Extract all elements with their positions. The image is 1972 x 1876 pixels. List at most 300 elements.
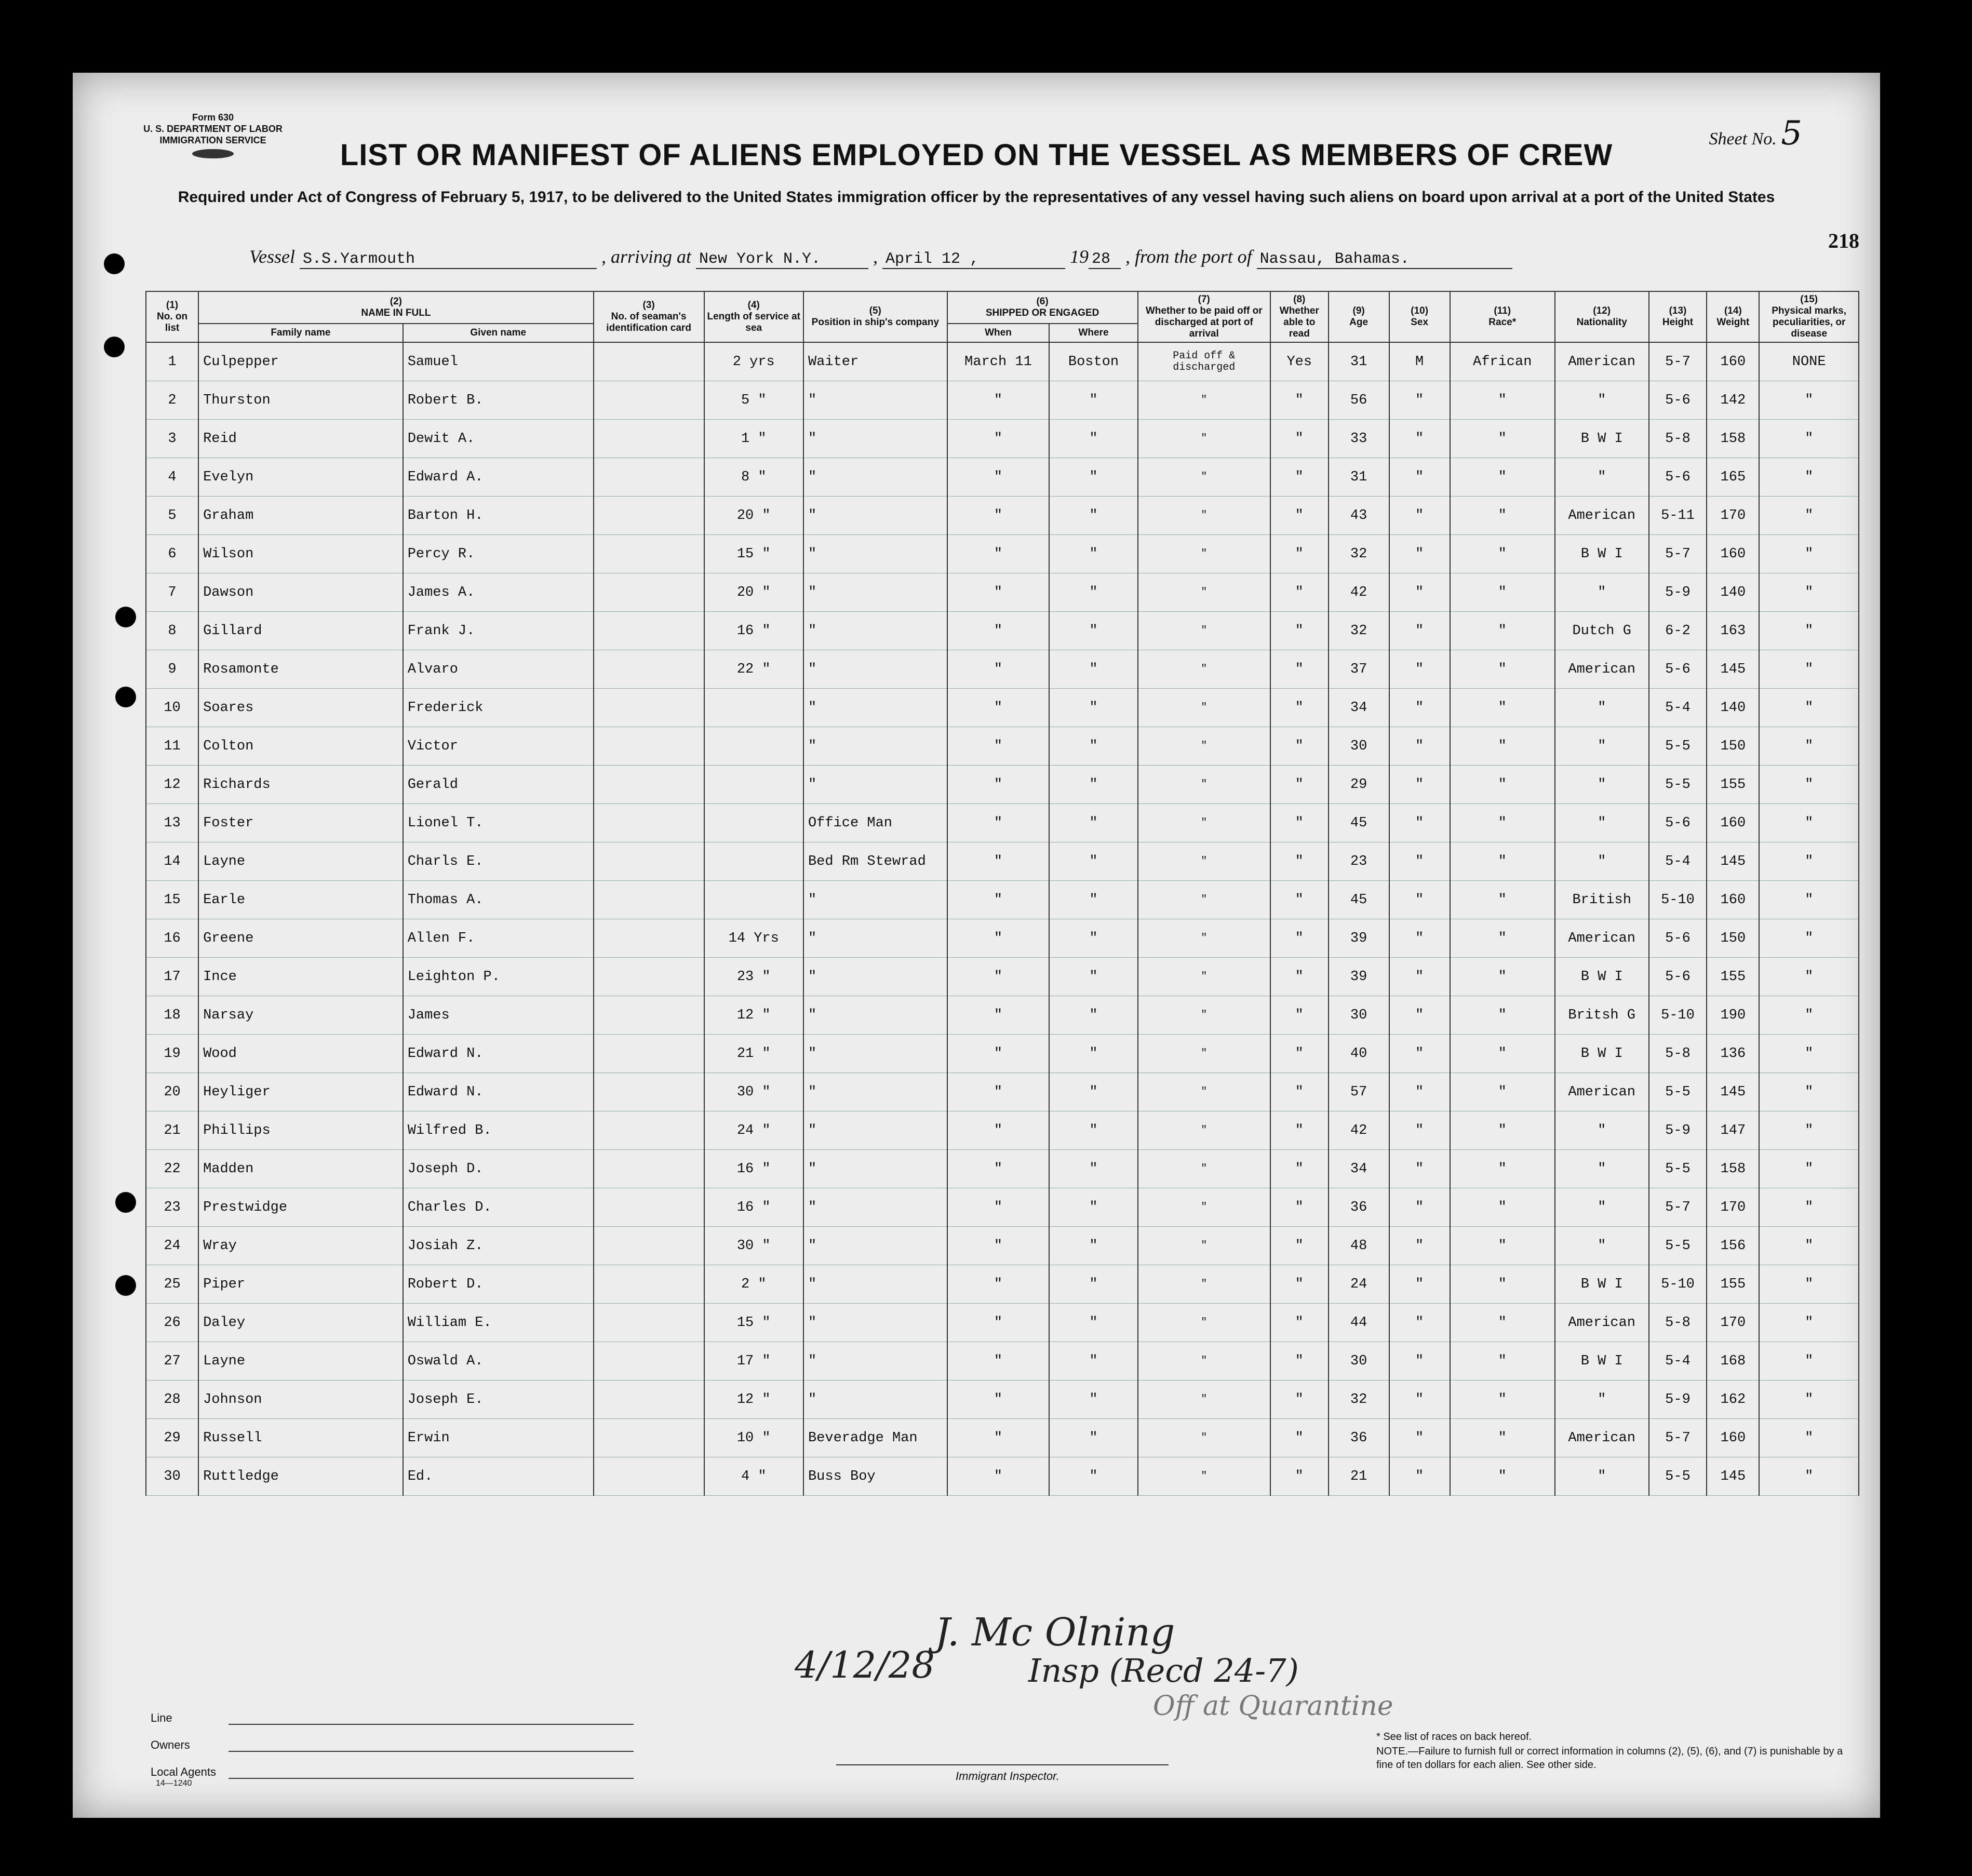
cell-age: 30	[1329, 1342, 1389, 1381]
cell-service: 8 "	[704, 458, 803, 497]
cell-read: "	[1270, 1188, 1329, 1227]
cell-family: Ince	[198, 958, 403, 996]
cell-paid: "	[1138, 996, 1270, 1035]
cell-where: "	[1049, 919, 1137, 958]
cell-service	[704, 842, 803, 881]
cell-given: Robert D.	[403, 1265, 594, 1304]
cell-when: "	[947, 1073, 1050, 1111]
cell-position: "	[803, 381, 947, 420]
col-header-nationality: (12) Nationality	[1555, 291, 1649, 342]
cell-read: "	[1270, 1073, 1329, 1111]
col-header-service: (4) Length of service at sea	[704, 291, 803, 342]
cell-weight: 170	[1707, 1304, 1759, 1342]
cell-weight: 155	[1707, 1265, 1759, 1304]
cell-nationality: American	[1555, 1073, 1649, 1111]
cell-when: "	[947, 1419, 1050, 1457]
cell-no: 20	[146, 1073, 198, 1111]
cell-weight: 160	[1707, 881, 1759, 919]
cell-height: 5-8	[1649, 420, 1707, 458]
cell-no: 23	[146, 1188, 198, 1227]
cell-service: 16 "	[704, 1188, 803, 1227]
cell-age: 37	[1329, 650, 1389, 689]
cell-nationality: British	[1555, 881, 1649, 919]
cell-weight: 145	[1707, 1457, 1759, 1496]
cell-service: 30 "	[704, 1073, 803, 1111]
cell-read: "	[1270, 727, 1329, 766]
quarantine-note: Off at Quarantine	[1153, 1691, 1393, 1722]
cell-position: "	[803, 1111, 947, 1150]
cell-given: Edward A.	[403, 458, 594, 497]
inspector-label: Immigrant Inspector.	[956, 1770, 1059, 1783]
cell-weight: 160	[1707, 342, 1759, 381]
cell-card	[594, 842, 704, 881]
cell-marks: "	[1759, 1111, 1859, 1150]
cell-read: "	[1270, 1457, 1329, 1496]
cell-age: 36	[1329, 1188, 1389, 1227]
cell-family: Foster	[198, 804, 403, 842]
cell-paid: "	[1138, 1227, 1270, 1265]
cell-nationality: B W I	[1555, 958, 1649, 996]
arriving-label: , arriving at	[601, 246, 691, 267]
cell-race: "	[1450, 1227, 1555, 1265]
cell-family: Colton	[198, 727, 403, 766]
col-header-shipped: (6) SHIPPED OR ENGAGED	[947, 291, 1138, 324]
corner-number: 218	[1828, 229, 1859, 252]
owners-label: Owners	[151, 1738, 190, 1751]
cell-read: "	[1270, 842, 1329, 881]
cell-given: Josiah Z.	[403, 1227, 594, 1265]
cell-height: 5-7	[1649, 1188, 1707, 1227]
cell-age: 32	[1329, 1381, 1389, 1419]
cell-race: "	[1450, 804, 1555, 842]
cell-height: 5-9	[1649, 1381, 1707, 1419]
cell-paid: "	[1138, 1419, 1270, 1457]
cell-weight: 142	[1707, 381, 1759, 420]
cell-card	[594, 612, 704, 650]
cell-nationality: "	[1555, 1111, 1649, 1150]
cell-given: Samuel	[403, 342, 594, 381]
cell-position: "	[803, 1188, 947, 1227]
cell-race: "	[1450, 1342, 1555, 1381]
cell-age: 30	[1329, 727, 1389, 766]
cell-when: "	[947, 535, 1050, 573]
cell-given: William E.	[403, 1304, 594, 1342]
cell-paid: "	[1138, 1457, 1270, 1496]
col-header-paid-off: (7) Whether to be paid off or discharged at port of arrival	[1138, 291, 1270, 342]
cell-nationality: B W I	[1555, 1265, 1649, 1304]
cell-height: 5-6	[1649, 804, 1707, 842]
cell-sex: "	[1389, 1073, 1450, 1111]
cell-sex: "	[1389, 612, 1450, 650]
cell-age: 43	[1329, 497, 1389, 535]
cell-weight: 190	[1707, 996, 1759, 1035]
punch-hole	[115, 1275, 136, 1296]
cell-card	[594, 1227, 704, 1265]
cell-where: Boston	[1049, 342, 1137, 381]
cell-service	[704, 689, 803, 727]
cell-marks: "	[1759, 727, 1859, 766]
cell-read: "	[1270, 535, 1329, 573]
cell-when: "	[947, 1227, 1050, 1265]
cell-age: 40	[1329, 1035, 1389, 1073]
cell-paid: "	[1138, 420, 1270, 458]
cell-where: "	[1049, 1111, 1137, 1150]
cell-paid: "	[1138, 612, 1270, 650]
cell-marks: "	[1759, 535, 1859, 573]
cell-where: "	[1049, 1457, 1137, 1496]
cell-card	[594, 1265, 704, 1304]
cell-position: "	[803, 1304, 947, 1342]
cell-weight: 140	[1707, 573, 1759, 612]
cell-race: "	[1450, 727, 1555, 766]
cell-no: 5	[146, 497, 198, 535]
cell-height: 5-10	[1649, 1265, 1707, 1304]
col-header-position: (5) Position in ship's company	[803, 291, 947, 342]
cell-read: "	[1270, 804, 1329, 842]
cell-no: 30	[146, 1457, 198, 1496]
cell-race: "	[1450, 689, 1555, 727]
cell-age: 32	[1329, 612, 1389, 650]
page-subtitle: Required under Act of Congress of February 5, 1917, to be delivered to the United States immigration officer by the representatives of any vessel having such aliens on board upon arrival at a port of the United States	[178, 189, 1775, 206]
cell-given: Joseph E.	[403, 1381, 594, 1419]
punch-hole	[115, 607, 136, 627]
col-header-height: (13) Height	[1649, 291, 1707, 342]
cell-marks: "	[1759, 1381, 1859, 1419]
cell-given: Victor	[403, 727, 594, 766]
cell-position: "	[803, 1073, 947, 1111]
cell-height: 5-4	[1649, 1342, 1707, 1381]
cell-race: "	[1450, 381, 1555, 420]
cell-when: "	[947, 1111, 1050, 1150]
cell-race: "	[1450, 650, 1555, 689]
cell-position: "	[803, 881, 947, 919]
cell-marks: "	[1759, 1419, 1859, 1457]
cell-paid: "	[1138, 766, 1270, 804]
vessel-name: S.S.Yarmouth	[300, 250, 597, 269]
cell-position: "	[803, 420, 947, 458]
arrival-year: 28	[1089, 250, 1121, 269]
cell-position: "	[803, 612, 947, 650]
cell-card	[594, 1419, 704, 1457]
cell-service: 2 "	[704, 1265, 803, 1304]
cell-height: 5-9	[1649, 573, 1707, 612]
arriving-port: New York N.Y.	[696, 250, 868, 269]
cell-no: 22	[146, 1150, 198, 1188]
crew-table	[145, 291, 1859, 1496]
cell-weight: 168	[1707, 1342, 1759, 1381]
cell-nationality: American	[1555, 919, 1649, 958]
cell-family: Wray	[198, 1227, 403, 1265]
cell-weight: 160	[1707, 1419, 1759, 1457]
agents-field	[229, 1777, 634, 1779]
cell-paid: "	[1138, 958, 1270, 996]
inspector-signature: J. Mc Olning	[935, 1610, 1175, 1655]
cell-where: "	[1049, 958, 1137, 996]
cell-nationality: Britsh G	[1555, 996, 1649, 1035]
cell-family: Ruttledge	[198, 1457, 403, 1496]
cell-position: "	[803, 727, 947, 766]
cell-weight: 145	[1707, 842, 1759, 881]
cell-where: "	[1049, 1265, 1137, 1304]
cell-nationality: American	[1555, 1419, 1649, 1457]
cell-race: "	[1450, 1265, 1555, 1304]
cell-where: "	[1049, 420, 1137, 458]
cell-paid: "	[1138, 1265, 1270, 1304]
cell-paid: "	[1138, 842, 1270, 881]
cell-paid: "	[1138, 535, 1270, 573]
cell-paid: "	[1138, 1342, 1270, 1381]
cell-read: "	[1270, 1419, 1329, 1457]
cell-where: "	[1049, 1342, 1137, 1381]
cell-nationality: B W I	[1555, 420, 1649, 458]
cell-no: 24	[146, 1227, 198, 1265]
cell-age: 36	[1329, 1419, 1389, 1457]
cell-service: 14 Yrs	[704, 919, 803, 958]
cell-given: Gerald	[403, 766, 594, 804]
cell-nationality: B W I	[1555, 1342, 1649, 1381]
cell-no: 17	[146, 958, 198, 996]
cell-given: Wilfred B.	[403, 1111, 594, 1150]
cell-given: Percy R.	[403, 535, 594, 573]
table-row	[146, 458, 1859, 497]
arrival-date: April 12 ,	[882, 250, 1065, 269]
cell-family: Wilson	[198, 535, 403, 573]
cell-age: 21	[1329, 1457, 1389, 1496]
cell-height: 5-7	[1649, 342, 1707, 381]
cell-race: "	[1450, 919, 1555, 958]
cell-race: "	[1450, 1457, 1555, 1496]
cell-nationality: "	[1555, 804, 1649, 842]
cell-card	[594, 804, 704, 842]
cell-race: "	[1450, 1188, 1555, 1227]
cell-race: "	[1450, 996, 1555, 1035]
cell-race: African	[1450, 342, 1555, 381]
col-header-card: (3) No. of seaman's identification card	[594, 291, 704, 342]
cell-card	[594, 958, 704, 996]
cell-family: Culpepper	[198, 342, 403, 381]
cell-weight: 145	[1707, 1073, 1759, 1111]
cell-when: "	[947, 1150, 1050, 1188]
cell-position: "	[803, 458, 947, 497]
cell-race: "	[1450, 458, 1555, 497]
cell-read: "	[1270, 958, 1329, 996]
cell-height: 5-4	[1649, 842, 1707, 881]
cell-read: "	[1270, 650, 1329, 689]
line-field	[229, 1723, 634, 1725]
cell-when: "	[947, 804, 1050, 842]
table-row	[146, 1150, 1859, 1188]
cell-paid: "	[1138, 919, 1270, 958]
cell-when: "	[947, 612, 1050, 650]
table-row	[146, 420, 1859, 458]
cell-nationality: "	[1555, 1381, 1649, 1419]
cell-given: Joseph D.	[403, 1150, 594, 1188]
table-row	[146, 381, 1859, 420]
table-row	[146, 1419, 1859, 1457]
cell-when: "	[947, 381, 1050, 420]
cell-height: 5-9	[1649, 1111, 1707, 1150]
cell-card	[594, 1150, 704, 1188]
cell-card	[594, 727, 704, 766]
cell-age: 42	[1329, 1111, 1389, 1150]
inspector-signature-line	[836, 1763, 1169, 1765]
cell-age: 23	[1329, 842, 1389, 881]
cell-family: Johnson	[198, 1381, 403, 1419]
agents-code: 14—1240	[156, 1779, 192, 1788]
cell-position: "	[803, 958, 947, 996]
cell-marks: "	[1759, 1150, 1859, 1188]
cell-where: "	[1049, 1227, 1137, 1265]
cell-nationality: American	[1555, 1304, 1649, 1342]
col-header-no: (1) No. on list	[146, 291, 198, 342]
cell-no: 10	[146, 689, 198, 727]
cell-read: "	[1270, 497, 1329, 535]
cell-family: Reid	[198, 420, 403, 458]
cell-sex: "	[1389, 535, 1450, 573]
cell-age: 57	[1329, 1073, 1389, 1111]
cell-sex: "	[1389, 573, 1450, 612]
cell-age: 32	[1329, 535, 1389, 573]
cell-marks: "	[1759, 381, 1859, 420]
cell-no: 15	[146, 881, 198, 919]
cell-service: 2 yrs	[704, 342, 803, 381]
cell-marks: "	[1759, 1457, 1859, 1496]
table-row	[146, 1035, 1859, 1073]
cell-where: "	[1049, 650, 1137, 689]
cell-where: "	[1049, 497, 1137, 535]
cell-position: "	[803, 1381, 947, 1419]
cell-sex: "	[1389, 727, 1450, 766]
cell-marks: "	[1759, 1035, 1859, 1073]
cell-family: Thurston	[198, 381, 403, 420]
cell-service: 17 "	[704, 1342, 803, 1381]
cell-age: 29	[1329, 766, 1389, 804]
cell-service: 16 "	[704, 1150, 803, 1188]
cell-read: "	[1270, 420, 1329, 458]
cell-card	[594, 1457, 704, 1496]
handwritten-date: 4/12/28	[795, 1644, 935, 1686]
cell-weight: 162	[1707, 1381, 1759, 1419]
cell-read: "	[1270, 996, 1329, 1035]
cell-marks: "	[1759, 650, 1859, 689]
cell-given: Leighton P.	[403, 958, 594, 996]
races-note: * See list of races on back hereof.	[1376, 1731, 1532, 1743]
punch-hole	[115, 1192, 136, 1213]
table-row	[146, 727, 1859, 766]
cell-when: "	[947, 497, 1050, 535]
table-row	[146, 842, 1859, 881]
cell-given: Lionel T.	[403, 804, 594, 842]
cell-family: Layne	[198, 1342, 403, 1381]
cell-position: Buss Boy	[803, 1457, 947, 1496]
cell-paid: "	[1138, 650, 1270, 689]
cell-age: 45	[1329, 804, 1389, 842]
cell-weight: 147	[1707, 1111, 1759, 1150]
cell-weight: 156	[1707, 1227, 1759, 1265]
cell-age: 30	[1329, 996, 1389, 1035]
cell-where: "	[1049, 458, 1137, 497]
cell-when: "	[947, 919, 1050, 958]
cell-sex: "	[1389, 381, 1450, 420]
table-row	[146, 919, 1859, 958]
cell-paid: "	[1138, 689, 1270, 727]
cell-card	[594, 342, 704, 381]
cell-height: 5-8	[1649, 1304, 1707, 1342]
cell-given: Oswald A.	[403, 1342, 594, 1381]
cell-position: Office Man	[803, 804, 947, 842]
cell-sex: "	[1389, 1381, 1450, 1419]
cell-nationality: "	[1555, 1188, 1649, 1227]
page-title: LIST OR MANIFEST OF ALIENS EMPLOYED ON THE VESSEL AS MEMBERS OF CREW	[340, 138, 1613, 172]
cell-sex: "	[1389, 1419, 1450, 1457]
cell-position: Beveradge Man	[803, 1419, 947, 1457]
cell-service: 15 "	[704, 1304, 803, 1342]
cell-where: "	[1049, 727, 1137, 766]
cell-no: 25	[146, 1265, 198, 1304]
cell-family: Graham	[198, 497, 403, 535]
cell-weight: 150	[1707, 919, 1759, 958]
cell-card	[594, 1304, 704, 1342]
cell-when: "	[947, 1457, 1050, 1496]
cell-no: 7	[146, 573, 198, 612]
col-header-where: Where	[1049, 324, 1137, 342]
cell-paid: "	[1138, 1111, 1270, 1150]
cell-nationality: American	[1555, 650, 1649, 689]
cell-card	[594, 458, 704, 497]
col-header-weight: (14) Weight	[1707, 291, 1759, 342]
table-row	[146, 804, 1859, 842]
cell-weight: 140	[1707, 689, 1759, 727]
cell-age: 34	[1329, 1150, 1389, 1188]
cell-no: 19	[146, 1035, 198, 1073]
table-row	[146, 958, 1859, 996]
table-row	[146, 1227, 1859, 1265]
departure-port: Nassau, Bahamas.	[1257, 250, 1512, 269]
footer	[145, 1711, 1859, 1810]
cell-height: 5-5	[1649, 1227, 1707, 1265]
line-label: Line	[151, 1711, 172, 1724]
cell-card	[594, 535, 704, 573]
cell-weight: 170	[1707, 1188, 1759, 1227]
cell-card	[594, 766, 704, 804]
cell-position: "	[803, 573, 947, 612]
cell-read: "	[1270, 766, 1329, 804]
cell-height: 5-4	[1649, 689, 1707, 727]
cell-paid: "	[1138, 381, 1270, 420]
cell-no: 2	[146, 381, 198, 420]
cell-position: "	[803, 766, 947, 804]
cell-card	[594, 1381, 704, 1419]
cell-paid: "	[1138, 1150, 1270, 1188]
cell-when: "	[947, 1035, 1050, 1073]
cell-read: "	[1270, 1150, 1329, 1188]
table-row	[146, 535, 1859, 573]
cell-nationality: "	[1555, 1150, 1649, 1188]
cell-sex: "	[1389, 650, 1450, 689]
cell-sex: "	[1389, 1111, 1450, 1150]
cell-where: "	[1049, 996, 1137, 1035]
table-row	[146, 1188, 1859, 1227]
cell-age: 39	[1329, 919, 1389, 958]
cell-weight: 145	[1707, 650, 1759, 689]
cell-nationality: American	[1555, 497, 1649, 535]
cell-given: James A.	[403, 573, 594, 612]
cell-no: 4	[146, 458, 198, 497]
cell-paid: "	[1138, 497, 1270, 535]
cell-service: 5 "	[704, 381, 803, 420]
cell-given: Ed.	[403, 1457, 594, 1496]
cell-height: 5-7	[1649, 535, 1707, 573]
